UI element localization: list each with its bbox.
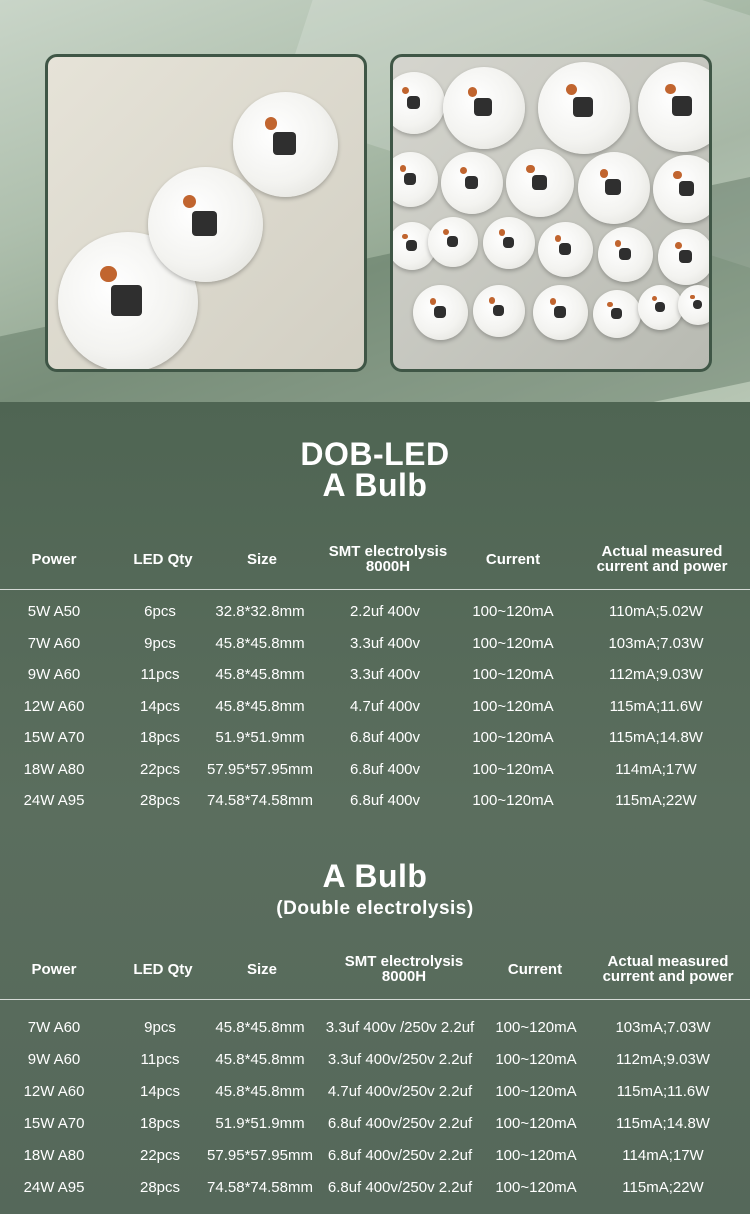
- cell-current: 100~120mA: [472, 603, 554, 620]
- pcb-board-image: [413, 285, 468, 340]
- pcb-board-image: [578, 152, 650, 224]
- cell-led-qty: 28pcs: [139, 792, 181, 809]
- cell-current: 100~120mA: [495, 1147, 577, 1164]
- cell-led-qty: 11pcs: [140, 1051, 180, 1068]
- header-current: Current: [485, 551, 541, 568]
- cell-led-qty: 14pcs: [139, 697, 181, 715]
- header-smt-line2: 8000H: [365, 558, 411, 575]
- section-title: DOB-LED: [300, 436, 450, 472]
- pcb-board-image: [148, 167, 263, 282]
- table-row: [0, 597, 750, 627]
- cell-actual: 103mA;7.03W: [615, 1019, 711, 1036]
- cell-power: 18W A80: [23, 1147, 85, 1164]
- pcb-board-image: [538, 222, 593, 277]
- header-led-qty: LED Qty: [133, 551, 193, 568]
- cell-actual: 114mA;17W: [622, 1147, 704, 1164]
- cell-led-qty: 28pcs: [139, 1179, 181, 1196]
- cell-led-qty: 9pcs: [144, 1019, 176, 1036]
- cell-led-qty: 6pcs: [144, 603, 176, 620]
- header-actual-line1: Actual measured: [601, 543, 723, 560]
- cell-actual: 115mA;11.6W: [616, 1083, 710, 1100]
- cell-power: 7W A60: [27, 1019, 81, 1036]
- table-row: [0, 1045, 750, 1075]
- product-photo-left: [45, 54, 367, 372]
- section-subtitle: A Bulb: [322, 467, 428, 503]
- cell-power: 9W A60: [27, 666, 81, 683]
- header-current: Current: [507, 961, 563, 978]
- cell-current: 100~120mA: [495, 1115, 577, 1132]
- cell-actual: 103mA;7.03W: [608, 634, 704, 652]
- cell-current: 100~120mA: [495, 1019, 577, 1036]
- cell-size: 74.58*74.58mm: [207, 792, 313, 809]
- hero-banner: [0, 0, 750, 402]
- cell-led-qty: 9pcs: [144, 634, 176, 652]
- cell-size: 57.95*57.95mm: [207, 760, 313, 778]
- cell-size: 45.8*45.8mm: [215, 697, 305, 715]
- header-power: Power: [31, 961, 77, 978]
- cell-power: 12W A60: [23, 1083, 85, 1100]
- cell-actual: 115mA;14.8W: [616, 1115, 710, 1132]
- cell-power: 7W A60: [27, 634, 81, 652]
- cell-size: 45.8*45.8mm: [215, 666, 305, 683]
- cell-actual: 115mA;14.8W: [609, 729, 703, 746]
- pcb-board-image: [638, 285, 683, 330]
- pcb-board-image: [390, 152, 438, 207]
- cell-actual: 115mA;22W: [622, 1179, 704, 1196]
- cell-smt: 4.7uf 400v: [349, 697, 421, 715]
- cell-power: 15W A70: [23, 729, 85, 746]
- cell-actual: 114mA;17W: [615, 760, 697, 778]
- cell-size: 45.8*45.8mm: [215, 634, 305, 652]
- pcb-board-image: [443, 67, 525, 149]
- cell-actual: 112mA;9.03W: [609, 666, 703, 683]
- cell-actual: 112mA;9.03W: [616, 1051, 710, 1068]
- table-row: [0, 1013, 750, 1043]
- header-actual-line2: current and power: [596, 558, 728, 575]
- table-row: [0, 1173, 750, 1203]
- cell-size: 74.58*74.58mm: [207, 1179, 313, 1196]
- cell-led-qty: 18pcs: [139, 729, 181, 746]
- cell-led-qty: 18pcs: [139, 1115, 181, 1132]
- header-smt-line1: SMT electrolysis: [328, 543, 448, 560]
- cell-smt: 4.7uf 400v/250v 2.2uf: [327, 1083, 473, 1100]
- cell-size: 51.9*51.9mm: [215, 729, 305, 746]
- cell-current: 100~120mA: [472, 729, 554, 746]
- section-title-double: A Bulb: [322, 858, 428, 894]
- cell-smt: 6.8uf 400v/250v 2.2uf: [327, 1179, 473, 1196]
- header-actual: [588, 954, 748, 984]
- cell-current: 100~120mA: [472, 760, 554, 778]
- cell-actual: 115mA;22W: [615, 792, 697, 809]
- header-actual: [578, 544, 746, 574]
- header-smt-line2: 8000H: [381, 968, 427, 985]
- pcb-board-image: [233, 92, 338, 197]
- cell-current: 100~120mA: [495, 1083, 577, 1100]
- cell-smt: 6.8uf 400v: [349, 792, 421, 809]
- table-header-dob: [0, 534, 750, 590]
- cell-actual: 115mA;11.6W: [609, 697, 703, 715]
- cell-actual: 110mA;5.02W: [609, 603, 703, 620]
- pcb-board-image: [390, 72, 445, 134]
- table-header-double: [0, 944, 750, 1000]
- table-row: [0, 1141, 750, 1171]
- cell-smt: 2.2uf 400v: [349, 603, 421, 620]
- header-actual-line2: current and power: [602, 968, 734, 985]
- table-row: [0, 755, 750, 785]
- table-row: [0, 660, 750, 690]
- cell-size: 32.8*32.8mm: [215, 603, 305, 620]
- cell-size: 45.8*45.8mm: [215, 1083, 305, 1100]
- header-actual-line1: Actual measured: [607, 953, 729, 970]
- cell-smt: 3.3uf 400v: [349, 634, 421, 652]
- pcb-board-image: [678, 285, 712, 325]
- cell-current: 100~120mA: [472, 697, 554, 715]
- table-row: [0, 629, 750, 659]
- pcb-board-image: [598, 227, 653, 282]
- header-smt: [318, 544, 458, 574]
- pcb-board-image: [638, 62, 712, 152]
- cell-power: 9W A60: [27, 1051, 81, 1068]
- cell-smt: 6.8uf 400v: [349, 729, 421, 746]
- cell-power: 18W A80: [23, 760, 85, 778]
- cell-led-qty: 14pcs: [139, 1083, 181, 1100]
- cell-current: 100~120mA: [495, 1051, 577, 1068]
- cell-smt: 3.3uf 400v /250v 2.2uf: [325, 1019, 475, 1036]
- table-row: [0, 1109, 750, 1139]
- cell-current: 100~120mA: [472, 634, 554, 652]
- header-led-qty: LED Qty: [133, 961, 193, 978]
- cell-current: 100~120mA: [472, 792, 554, 809]
- cell-current: 100~120mA: [472, 666, 554, 683]
- pcb-board-image: [538, 62, 630, 154]
- pcb-board-image: [593, 290, 641, 338]
- header-smt-line1: SMT electrolysis: [344, 953, 464, 970]
- cell-current: 100~120mA: [495, 1179, 577, 1196]
- cell-size: 45.8*45.8mm: [215, 1019, 305, 1036]
- cell-power: 12W A60: [23, 697, 85, 715]
- cell-smt: 3.3uf 400v/250v 2.2uf: [327, 1051, 473, 1068]
- cell-smt: 3.3uf 400v: [349, 666, 421, 683]
- pcb-board-image: [653, 155, 712, 223]
- cell-power: 5W A50: [27, 603, 81, 620]
- cell-power: 24W A95: [23, 792, 85, 809]
- cell-led-qty: 22pcs: [139, 760, 181, 778]
- cell-led-qty: 11pcs: [140, 666, 180, 683]
- pcb-board-image: [483, 217, 535, 269]
- pcb-board-image: [658, 229, 712, 285]
- header-smt: [334, 954, 474, 984]
- pcb-board-image: [441, 152, 503, 214]
- cell-led-qty: 22pcs: [139, 1147, 181, 1164]
- cell-size: 57.95*57.95mm: [207, 1147, 313, 1164]
- section-subtitle-double: (Double electrolysis): [276, 898, 474, 919]
- cell-smt: 6.8uf 400v: [349, 760, 421, 778]
- cell-smt: 6.8uf 400v/250v 2.2uf: [327, 1115, 473, 1132]
- pcb-board-image: [506, 149, 574, 217]
- table-row: [0, 723, 750, 753]
- cell-size: 45.8*45.8mm: [215, 1051, 305, 1068]
- table-row: [0, 786, 750, 816]
- pcb-board-image: [428, 217, 478, 267]
- header-size: Size: [246, 961, 277, 978]
- cell-power: 24W A95: [23, 1179, 85, 1196]
- table-row: [0, 692, 750, 722]
- cell-size: 51.9*51.9mm: [215, 1115, 305, 1132]
- cell-power: 15W A70: [23, 1115, 85, 1132]
- header-power: Power: [31, 551, 77, 568]
- pcb-board-image: [473, 285, 525, 337]
- pcb-board-image: [533, 285, 588, 340]
- header-size: Size: [246, 551, 277, 568]
- table-row: [0, 1077, 750, 1107]
- cell-smt: 6.8uf 400v/250v 2.2uf: [327, 1147, 473, 1164]
- product-photo-right: [390, 54, 712, 372]
